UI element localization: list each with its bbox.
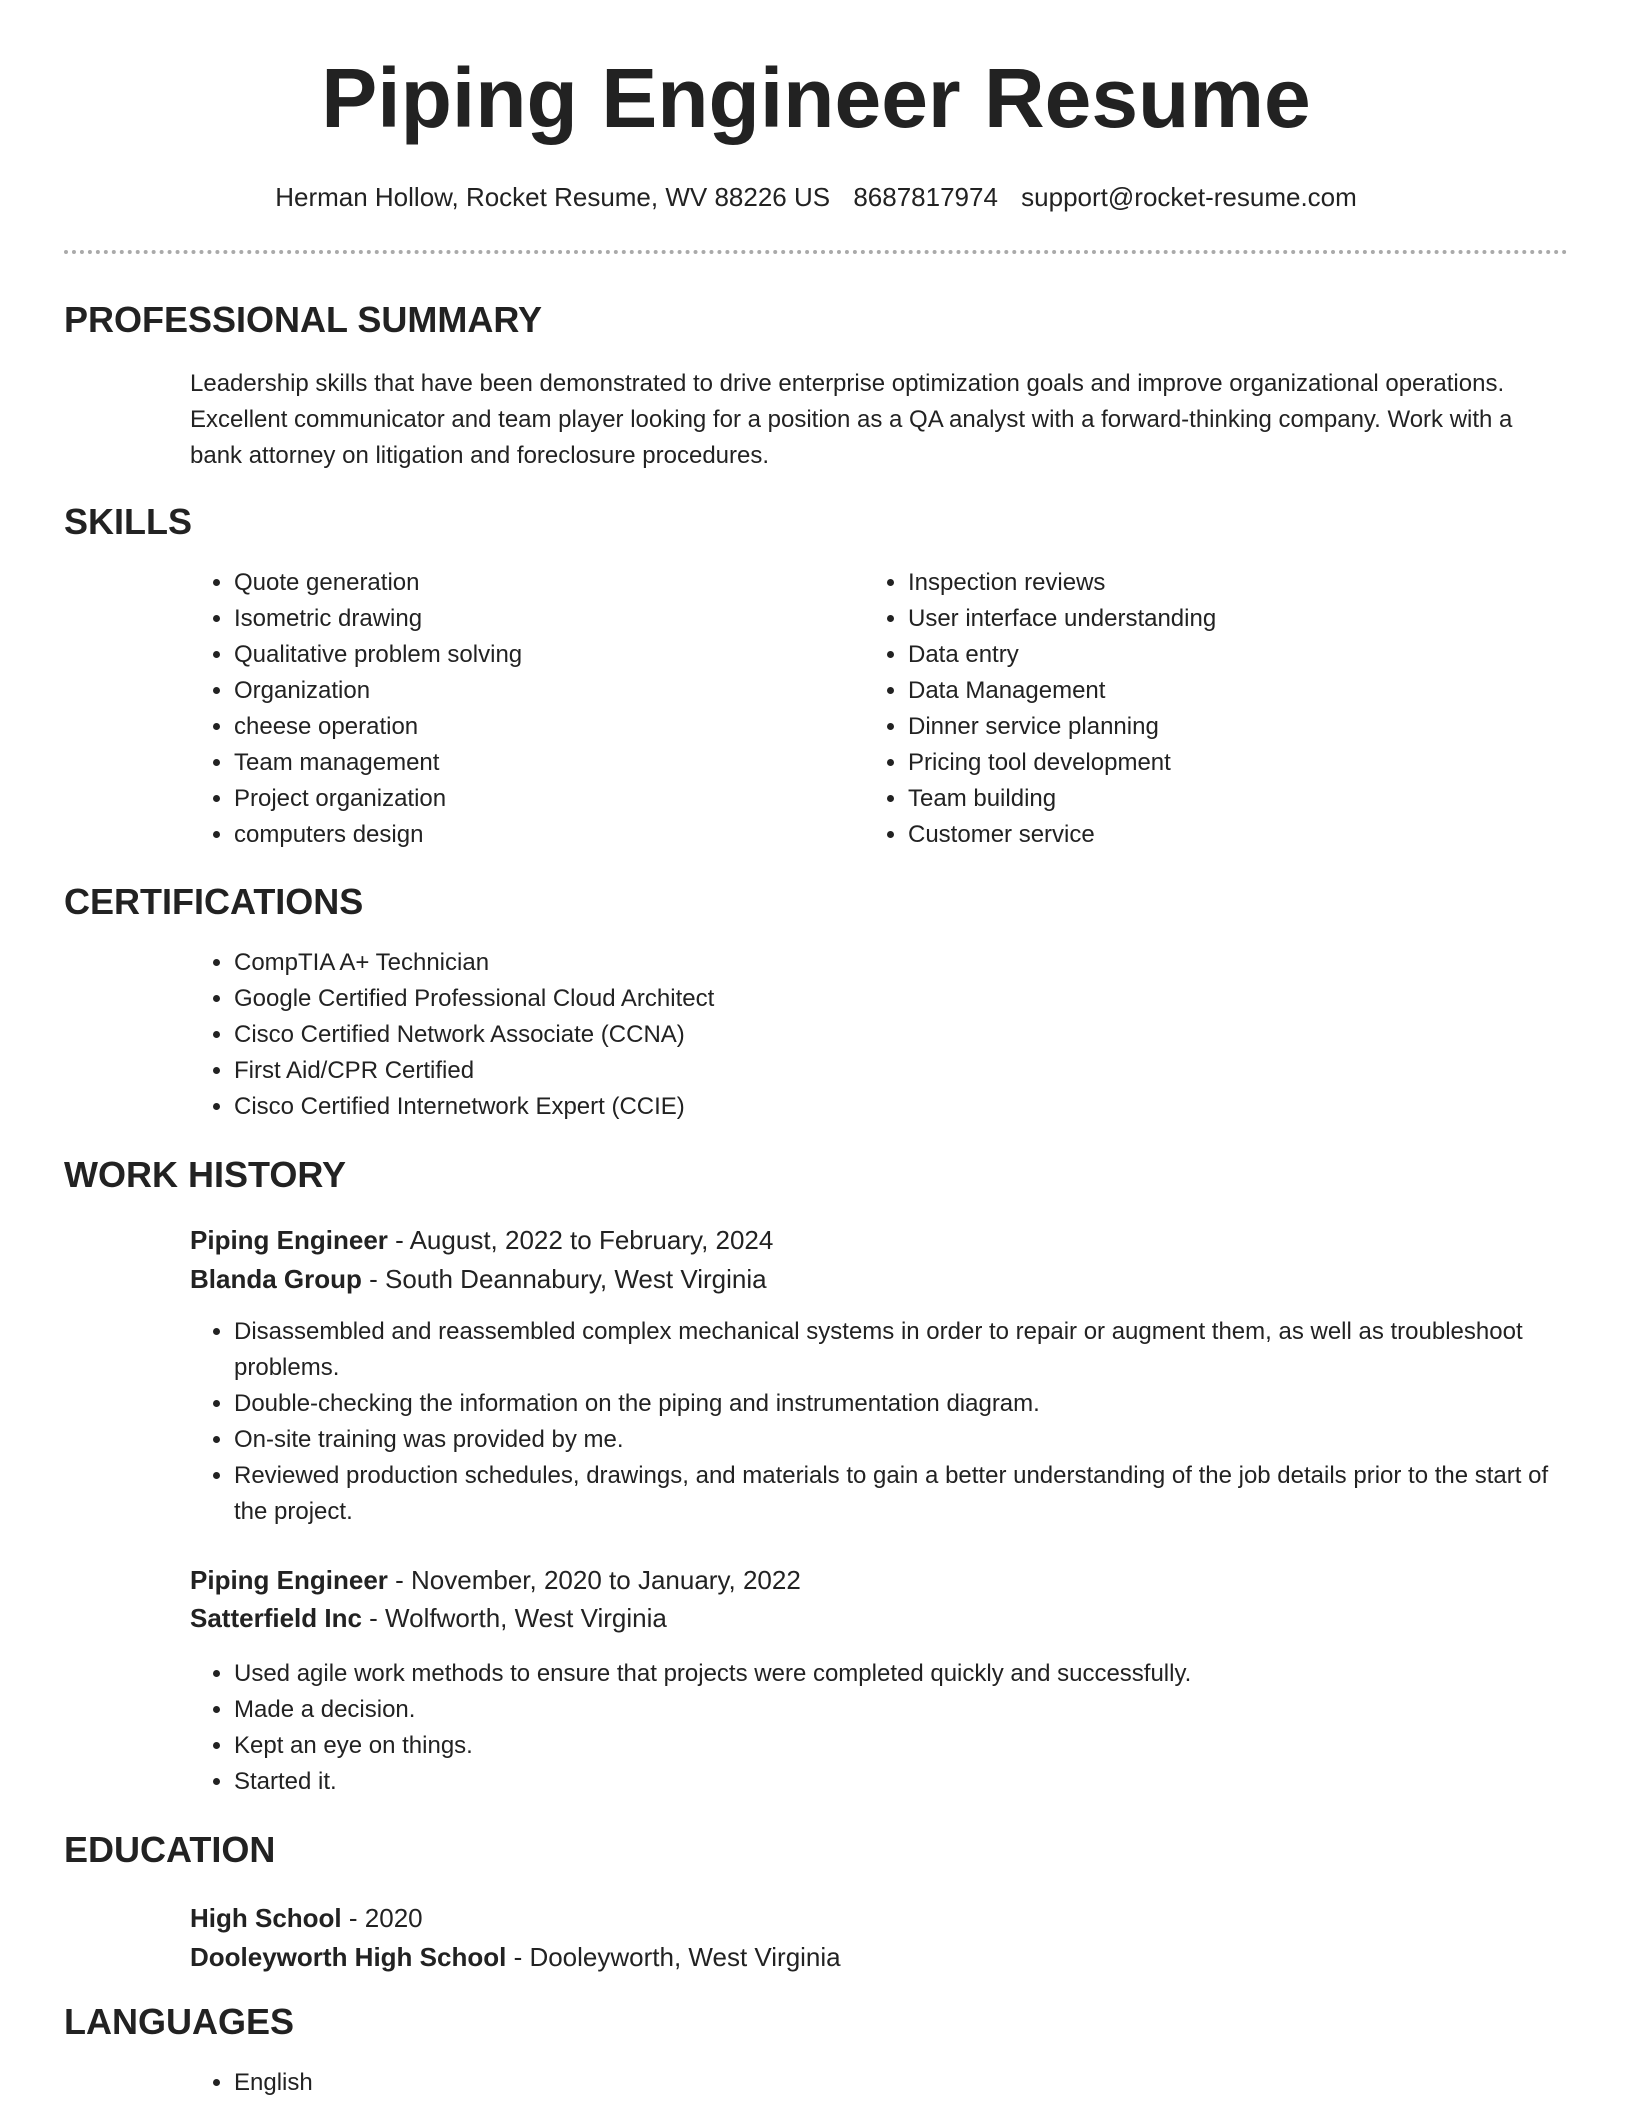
summary-heading: PROFESSIONAL SUMMARY <box>64 299 543 340</box>
list-item: • Pricing tool development <box>908 745 1608 781</box>
education-year: - 2020 <box>341 1903 423 1933</box>
job-title-line <box>190 1565 801 1596</box>
job-company: Blanda Group <box>190 1264 362 1294</box>
job-location: - Wolfworth, West Virginia <box>361 1603 667 1633</box>
list-item: • First Aid/CPR Certified <box>234 1053 1614 1089</box>
skills-list-left <box>190 565 854 853</box>
list-item: • Reviewed production schedules, drawings, and materials to gain a better understanding of the job details prior to the start of the project. <box>234 1458 1574 1530</box>
list-item: • Used agile work methods to ensure that projects were completed quickly and successfully. <box>234 1656 1574 1692</box>
job-company: Satterfield Inc <box>190 1603 362 1633</box>
job-dates: - November, 2020 to January, 2022 <box>387 1565 801 1595</box>
list-item: • Team building <box>908 781 1608 817</box>
list-item: • Data Management <box>908 673 1608 709</box>
list-item: • Cisco Certified Network Associate (CCNA) <box>234 1017 1614 1053</box>
job-bullets <box>190 1656 1574 1800</box>
skills-heading: SKILLS <box>64 501 193 542</box>
certifications-heading: CERTIFICATIONS <box>64 881 364 922</box>
summary-text: Leadership skills that have been demonstrated to drive enterprise optimization goals and improve organizational operations. Excellent communicator and team player looking for a position as a QA analyst with a forward-thinking company. Work with a bank attorney on litigation and foreclosure procedures. <box>190 370 1513 469</box>
education-heading: EDUCATION <box>64 1829 276 1870</box>
job-title: Piping Engineer <box>190 1225 388 1255</box>
list-item: • On-site training was provided by me. <box>234 1422 1574 1458</box>
list-item: • Data entry <box>908 637 1608 673</box>
job-bullets <box>190 1314 1574 1530</box>
languages-heading: LANGUAGES <box>64 2001 295 2042</box>
list-item: • Started it. <box>234 1764 1574 1800</box>
job-location: - South Deannabury, West Virginia <box>361 1264 767 1294</box>
list-item: • Project organization <box>234 781 854 817</box>
job-company-line <box>190 1264 767 1295</box>
job-title-line <box>190 1225 773 1256</box>
list-item: • Customer service <box>908 817 1608 853</box>
resume-title: Piping Engineer Resume <box>321 51 1311 145</box>
list-item: • Google Certified Professional Cloud Architect <box>234 981 1614 1017</box>
certifications-list <box>190 945 1614 1125</box>
education-school: Dooleyworth High School <box>190 1942 507 1972</box>
list-item: • Inspection reviews <box>908 565 1608 601</box>
job-dates: - August, 2022 to February, 2024 <box>387 1225 774 1255</box>
list-item: • Dinner service planning <box>908 709 1608 745</box>
contact-line <box>0 182 1632 213</box>
list-item: • computers design <box>234 817 854 853</box>
list-item: • Double-checking the information on the piping and instrumentation diagram. <box>234 1386 1574 1422</box>
list-item: • Team management <box>234 745 854 781</box>
education-school-line <box>190 1942 841 1973</box>
list-item: • CompTIA A+ Technician <box>234 945 1614 981</box>
work-history-heading: WORK HISTORY <box>64 1154 347 1195</box>
contact-email: support@rocket-resume.com <box>1021 182 1357 212</box>
list-item: • Quote generation <box>234 565 854 601</box>
list-item: • Organization <box>234 673 854 709</box>
list-item: • Qualitative problem solving <box>234 637 854 673</box>
job-title: Piping Engineer <box>190 1565 388 1595</box>
education-degree: High School <box>190 1903 342 1933</box>
education-location: - Dooleyworth, West Virginia <box>506 1942 841 1972</box>
list-item: • Disassembled and reassembled complex mechanical systems in order to repair or augment them, as well as troubleshoot problems. <box>234 1314 1574 1386</box>
list-item: • Cisco Certified Internetwork Expert (CCIE) <box>234 1089 1614 1125</box>
contact-address: Herman Hollow, Rocket Resume, WV 88226 US <box>275 182 831 212</box>
list-item: • cheese operation <box>234 709 854 745</box>
contact-phone: 8687817974 <box>853 182 998 212</box>
list-item: • Kept an eye on things. <box>234 1728 1574 1764</box>
skills-list-right <box>864 565 1608 853</box>
list-item: • User interface understanding <box>908 601 1608 637</box>
education-degree-line <box>190 1903 423 1934</box>
list-item: • English <box>234 2065 1614 2101</box>
header-divider <box>64 250 1568 254</box>
list-item: • Made a decision. <box>234 1692 1574 1728</box>
job-company-line <box>190 1603 667 1634</box>
list-item: • Isometric drawing <box>234 601 854 637</box>
languages-list <box>190 2065 1614 2101</box>
